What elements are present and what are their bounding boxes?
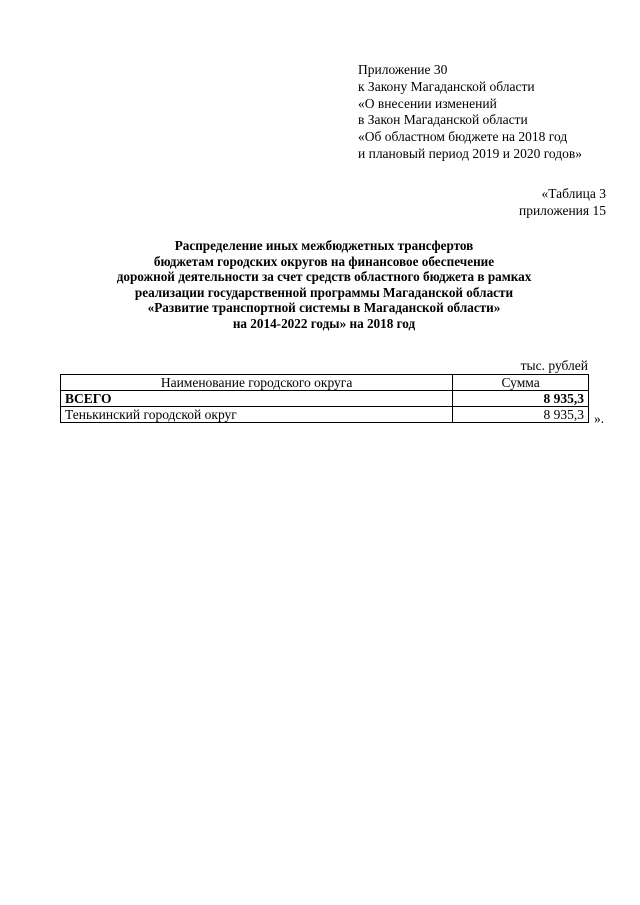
appendix-line: и плановый период 2019 и 2020 годов» (358, 145, 583, 161)
table-row (61, 407, 589, 423)
title-line: на 2014-2022 годы» на 2018 год (232, 315, 416, 331)
title-line: дорожной деятельности за счет средств областного бюджета в рамках (116, 269, 532, 285)
appendix-line: «О внесении изменений (358, 95, 497, 111)
title-line: Распределение иных межбюджетных трансфертов (174, 238, 474, 253)
document-title (60, 238, 588, 332)
units-label: тыс. рублей (520, 358, 588, 373)
title-line: бюджетам городских округов на финансовое обеспечение (153, 253, 495, 269)
table-reference (519, 186, 606, 220)
total-name-cell: ВСЕГО (61, 391, 453, 407)
table-ref-line: приложения 15 (518, 202, 606, 218)
total-sum-cell: 8 935,3 (453, 391, 589, 407)
row-sum-cell: 8 935,3 (453, 407, 589, 423)
header-sum-cell: Сумма (453, 375, 589, 391)
distribution-table (60, 374, 589, 423)
table-total-row (61, 391, 589, 407)
appendix-line: к Закону Магаданской области (358, 78, 535, 94)
title-line: реализации государственной программы Магаданской области (134, 284, 514, 300)
title-line: «Развитие транспортной системы в Магаданской области» (147, 300, 501, 316)
table-ref-line: «Таблица 3 (541, 186, 606, 201)
row-name-cell: Тенькинский городской округ (61, 407, 453, 423)
appendix-line: в Закон Магаданской области (358, 112, 528, 128)
appendix-header (358, 62, 582, 163)
table-header-row (61, 375, 589, 391)
closing-quote-mark: ». (594, 411, 605, 426)
header-name-cell: Наименование городского округа (61, 375, 453, 391)
appendix-line: Приложение 30 (358, 62, 448, 77)
appendix-line: «Об областном бюджете на 2018 год (358, 129, 568, 145)
